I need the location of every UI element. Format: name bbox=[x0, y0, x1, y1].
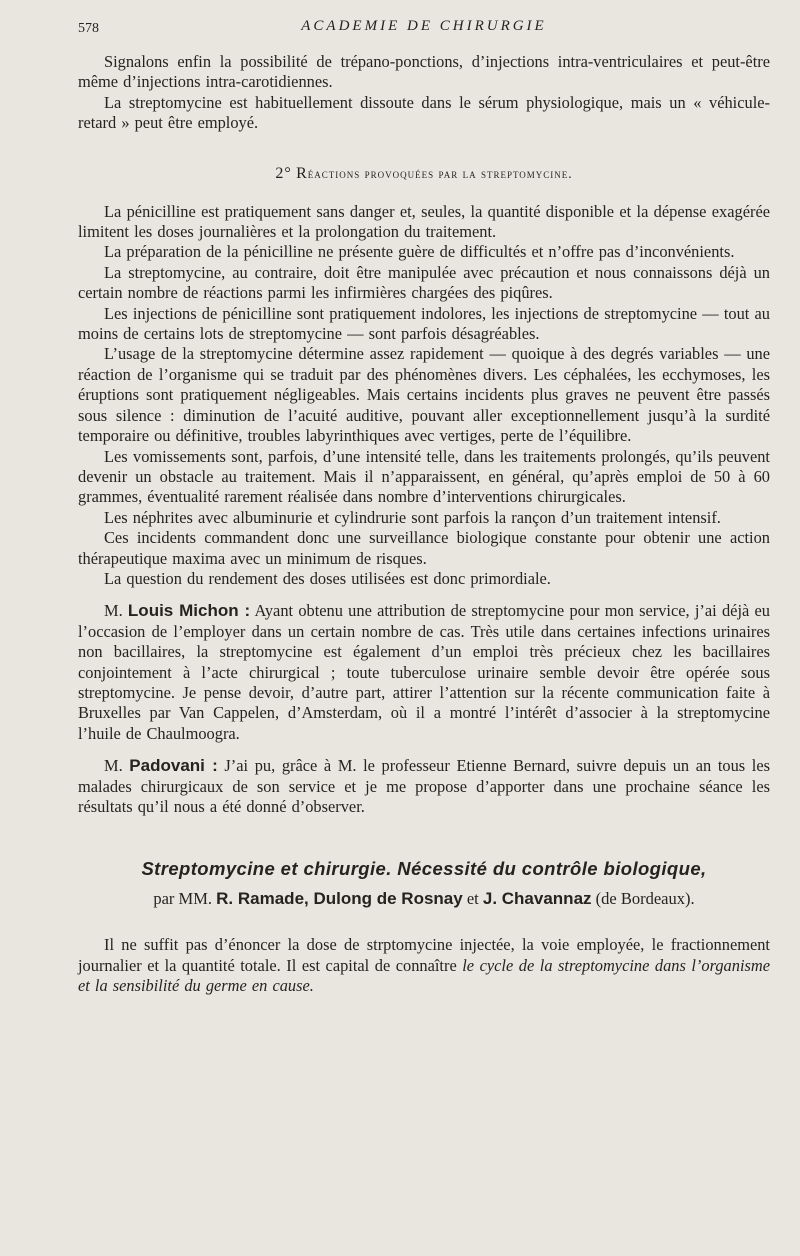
spacer bbox=[78, 589, 770, 601]
article-text-italic: le cycle de la streptomycine dans l’organisme et la sensibilité du germe en cause. bbox=[78, 955, 770, 996]
paragraph: Ces incidents commandent donc une surveillance biologique constante pour obtenir une action thérapeutique maxima avec un minimum de risques. bbox=[78, 528, 770, 568]
paragraph: La streptomycine, au contraire, doit être manipulée avec précaution et nous connaissons déjà un certain nombre de réactions parmi les infirmières chargées des piqûres. bbox=[78, 262, 770, 303]
paragraph: Les injections de pénicilline sont pratiquement indolores, les injections de streptomycine — tout au moins de certains lots de streptomycine — sont parfois désagréables. bbox=[78, 303, 770, 344]
section-number: 2° bbox=[275, 164, 292, 182]
paragraph: L’usage de la streptomycine détermine assez rapidement — quoique à des degrés variables — une réaction de l’organisme qui se traduit par des phénomènes divers. Les céphalées, les ecchymoses, les éruptions sont pratiquement négligeables. Mais certains incidents plus graves ne peuvent être passés sous silence : diminution de l’acuité auditive, pouvant aller exceptionnellement jusqu’à la surdité temporaire ou définitive, troubles labyrinthiques avec vertiges, perte de l’équilibre. bbox=[78, 344, 770, 446]
paragraph: La préparation de la pénicilline ne présente guère de difficultés et n’offre pas d’inconvénients. bbox=[104, 242, 735, 262]
article-byline bbox=[78, 889, 770, 909]
spacer bbox=[78, 744, 770, 756]
byline-and: et bbox=[466, 889, 479, 909]
paragraph: Les vomissements sont, parfois, d’une intensité telle, dans les traitements prolongés, qu’ils peuvent devenir un obstacle au traitement. Mais il n’apparaissent, en général, qu’après emploi de 50 à 60 grammes, éventualité rarement réalisée dans nombre d’interventions chirurgicales. bbox=[78, 446, 770, 507]
authors: R. Ramade, Dulong de Rosnay bbox=[216, 889, 463, 909]
page-number: 578 bbox=[78, 21, 99, 36]
byline-prefix: par MM. bbox=[153, 889, 213, 909]
paragraph: La pénicilline est pratiquement sans danger et, seules, la quantité disponible et la dépense exagérée limitent les doses journalières et la prolongation du traitement. bbox=[78, 201, 770, 242]
paragraph: Les néphrites avec albuminurie et cylindrurie sont parfois la rançon d’un traitement intensif. bbox=[104, 507, 721, 527]
section-initial: R bbox=[296, 164, 308, 182]
speaker-name: Louis Michon : bbox=[127, 601, 251, 621]
speaker-prefix: M. bbox=[104, 601, 123, 621]
spacer bbox=[78, 909, 770, 935]
intervention-padovani bbox=[78, 756, 770, 817]
speaker-prefix: M. bbox=[104, 756, 123, 776]
paragraph: La streptomycine est habituellement dissoute dans le sérum physiologique, mais un « véhicule-retard » peut être employé. bbox=[78, 92, 770, 133]
affiliation: (de Bordeaux). bbox=[595, 889, 695, 909]
journal-title: ACADEMIE DE CHIRURGIE bbox=[301, 18, 547, 34]
paragraph: Signalons enfin la possibilité de trépano-ponctions, d’injections intra-ventriculaires et peut-être même d’injections intra-carotidiennes. bbox=[78, 52, 770, 92]
intervention-michon bbox=[78, 601, 770, 744]
intervention-text: J’ai pu, grâce à M. le professeur Etienne Bernard, suivre depuis un an tous les malades chirurgicaux de son service et je me propose d’apporter dans une prochaine séance les résultats qu’il nous a été donné d’observer. bbox=[78, 756, 770, 816]
section-title: éactions provoquées par la streptomycine. bbox=[307, 165, 573, 181]
running-header bbox=[78, 18, 770, 44]
article-paragraph bbox=[78, 935, 770, 996]
article-text: Il ne suffit pas d’énoncer la dose de strptomycine injectée, la voie employée, le fractionnement journalier et la quantité totale. Il est capital de connaître bbox=[78, 935, 770, 975]
speaker-name: Padovani : bbox=[129, 756, 218, 776]
article-title: Streptomycine et chirurgie. Nécessité du contrôle biologique, bbox=[141, 858, 707, 880]
section-heading bbox=[78, 165, 770, 183]
paragraph: La question du rendement des doses utilisées est donc primordiale. bbox=[104, 568, 551, 588]
intervention-text: Ayant obtenu une attribution de streptomycine pour mon service, j’ai déjà eu l’occasion de l’employer dans un certain nombre de cas. Très utile dans certaines infections urinaires non bacillaires, la streptomycine est également d’un emploi très précieux chez les bacillaires conjointement à l’acte chirurgical ; toute tuberculose urinaire semble devoir être opérée sous streptomycine. Je pense devoir, d’autre part, attirer l’attention sur la récente communication faite à Bruxelles par Van Cappelen, d’Amsterdam, où il a montré l’intérêt d’associer à la streptomycine l’huile de Chaulmoogra. bbox=[78, 601, 770, 743]
last-author: J. Chavannaz bbox=[482, 889, 592, 909]
